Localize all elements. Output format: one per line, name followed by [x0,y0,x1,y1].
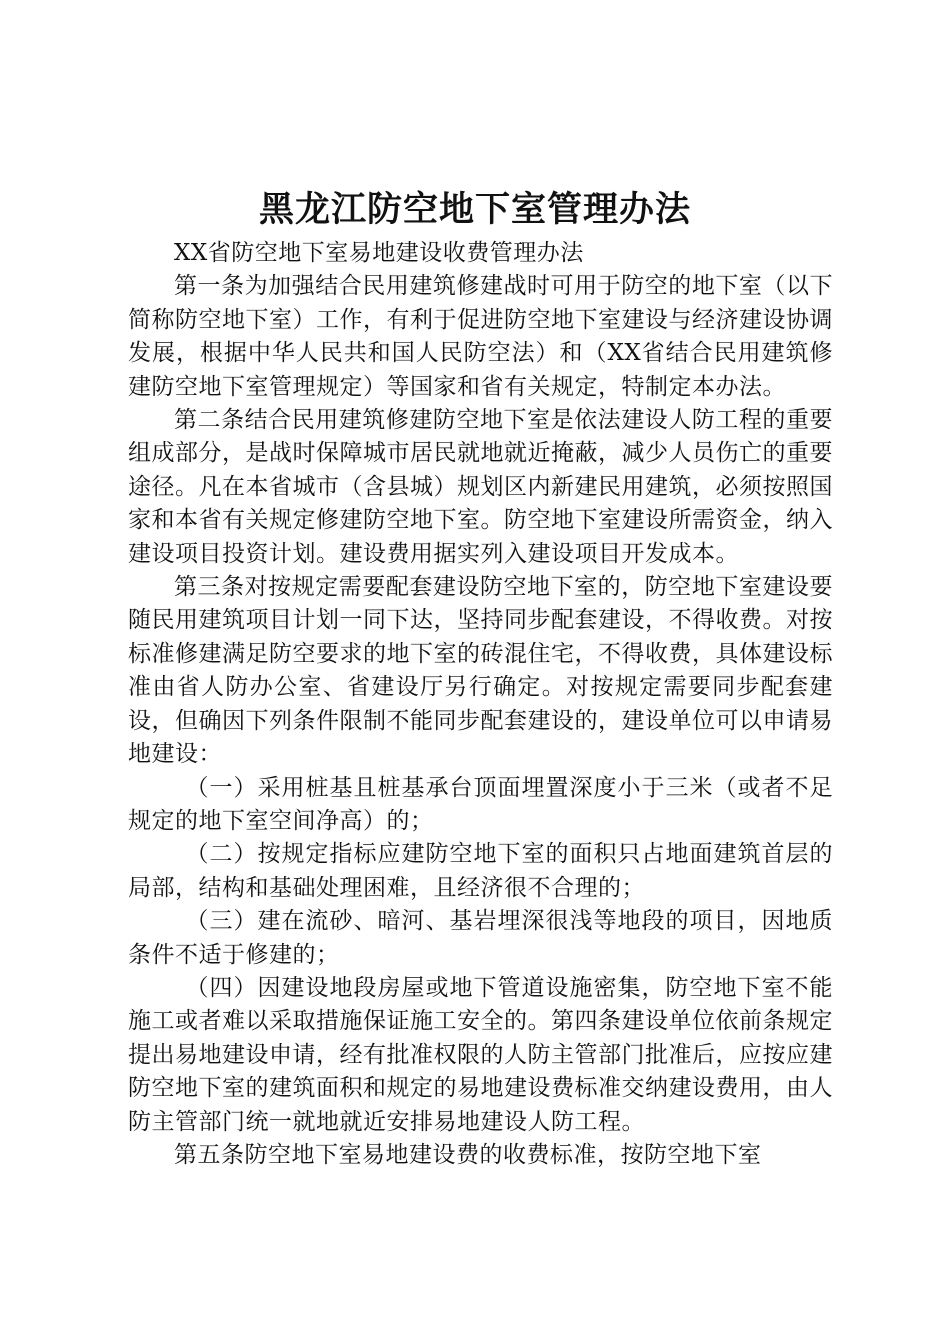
condition-item-2: （二）按规定指标应建防空地下室的面积只占地面建筑首层的局部，结构和基础处理困难，且经济很不合理的； [128,841,833,901]
article-2-paragraph: 第二条结合民用建筑修建防空地下室是依法建设人防工程的重要组成部分，是战时保障城市居民就地就近掩蔽，减少人员伤亡的重要途径。凡在本省城市（含县城）规划区内新建民用建筑，必须按照国家和本省有关规定修建防空地下室。防空地下室建设所需资金，纳入建设项目投资计划。建设费用据实列入建设项目开发成本。 [128,407,833,567]
document-title: 黑龙江防空地下室管理办法 [258,189,691,230]
article-1-paragraph: 第一条为加强结合民用建筑修建战时可用于防空的地下室（以下简称防空地下室）工作，有利于促进防空地下室建设与经济建设协调发展，根据中华人民共和国人民防空法）和（XX省结合民用建筑修建防空地下室管理规定）等国家和省有关规定，特制定本办法。 [128,273,833,400]
article-5-paragraph: 第五条防空地下室易地建设费的收费标准，按防空地下室 [174,1141,762,1168]
condition-item-4: （四）因建设地段房屋或地下管道设施密集，防空地下室不能施工或者难以采取措施保证施工安全的。第四条建设单位依前条规定提出易地建设申请，经有批准权限的人防主管部门批准后，应按应建防空地下室的建筑面积和规定的易地建设费标准交纳建设费用，由人防主管部门统一就地就近安排易地建设人防工程。 [128,974,833,1135]
condition-item-3: （三）建在流砂、暗河、基岩埋深很浅等地段的项目，因地质条件不适于修建的； [128,908,833,968]
condition-item-1: （一）采用桩基且桩基承台顶面埋置深度小于三米（或者不足规定的地下室空间净高）的； [128,774,833,834]
document-subtitle: XX省防空地下室易地建设收费管理办法 [174,240,584,266]
article-3-paragraph: 第三条对按规定需要配套建设防空地下室的，防空地下室建设要随民用建筑项目计划一同下达，坚持同步配套建设，不得收费。对按标准修建满足防空要求的地下室的砖混住宅，不得收费，具体建设标准由省人防办公室、省建设厅另行确定。对按规定需要同步配套建设，但确因下列条件限制不能同步配套建设的，建设单位可以申请易地建设： [128,574,833,768]
document-body [128,237,833,1172]
